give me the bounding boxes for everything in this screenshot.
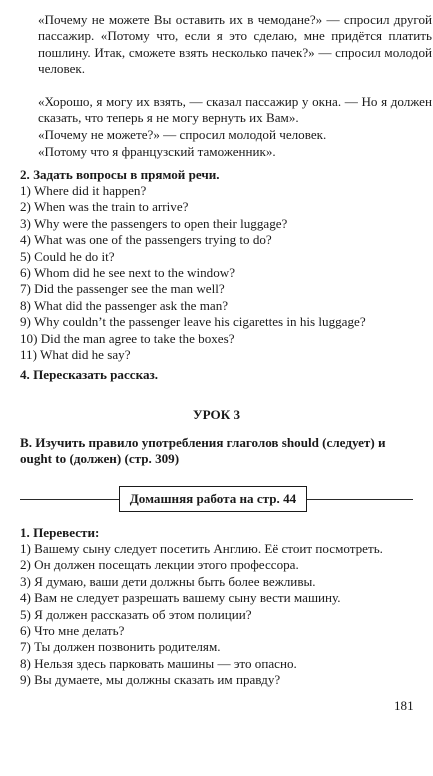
list-item: 3) Я думаю, ваши дети должны быть более вежливы. bbox=[20, 573, 316, 589]
list-item: 5) Я должен рассказать об этом полиции? bbox=[20, 606, 252, 622]
task2-heading: 2. Задать вопросы в прямой речи. bbox=[20, 167, 220, 182]
list-item: 4) Вам не следует разрешать вашему сыну вести машину. bbox=[20, 590, 341, 606]
list-item: 8) Нельзя здесь парковать машины — это опасно. bbox=[20, 655, 297, 671]
list-item: 7) Ты должен позвонить родителям. bbox=[20, 639, 221, 655]
page-number: 181 bbox=[394, 698, 414, 713]
rule-line-1: B. Изучить правило употребления глаголов should (следует) и bbox=[20, 435, 386, 450]
list-item: 2) Он должен посещать лекции этого профессора. bbox=[20, 557, 299, 573]
list-item: 9) Вы думаете, мы должны сказать им правду? bbox=[20, 672, 281, 688]
lesson-title: УРОК 3 bbox=[192, 407, 241, 422]
list-item: 4) What was one of the passengers trying to do? bbox=[20, 232, 272, 248]
list-item: 6) Что мне делать? bbox=[20, 623, 125, 639]
dialogue-paragraph-1: «Почему не можете Вы оставить их в чемодане?» — спросил другой пассажир. «Потому что, если я это сделаю, мне придётся платить пошлину. Итак, сможете взять несколько пачек?» — спросил молодой человек. bbox=[38, 12, 432, 77]
list-item: 8) What did the passenger ask the man? bbox=[20, 297, 229, 313]
question-list bbox=[20, 183, 420, 363]
dialogue-paragraph-2: «Хорошо, я могу их взять, — сказал пассажир у окна. — Но я должен сказать, что теперь я не могу вернуть их Вам». bbox=[38, 94, 432, 126]
list-item: 9) Why couldn’t the passenger leave his cigarettes in his luggage? bbox=[20, 314, 366, 330]
divider-left bbox=[20, 499, 119, 500]
dialogue-paragraph-3: «Почему не можете?» — спросил молодой человек. bbox=[38, 127, 327, 142]
translate-list bbox=[20, 541, 420, 689]
rule-line-2: ought to (должен) (стр. 309) bbox=[20, 451, 180, 467]
divider-right bbox=[307, 499, 413, 500]
translate-heading: 1. Перевести: bbox=[20, 525, 100, 540]
list-item: 11) What did he say? bbox=[20, 347, 131, 363]
list-item: 10) Did the man agree to take the boxes? bbox=[20, 330, 235, 346]
task4-heading: 4. Пересказать рассказ. bbox=[20, 367, 159, 382]
list-item: 1) Where did it happen? bbox=[20, 183, 147, 198]
dialogue-paragraph-4: «Потому что я французский таможенник». bbox=[38, 144, 276, 159]
rule-instruction bbox=[20, 435, 420, 468]
homework-box: Домашняя работа на стр. 44 bbox=[119, 486, 307, 512]
list-item: 2) When was the train to arrive? bbox=[20, 199, 189, 215]
list-item: 7) Did the passenger see the man well? bbox=[20, 281, 225, 297]
list-item: 1) Вашему сыну следует посетить Англию. Её стоит посмотреть. bbox=[20, 541, 383, 556]
list-item: 6) Whom did he see next to the window? bbox=[20, 265, 236, 281]
list-item: 3) Why were the passengers to open their luggage? bbox=[20, 215, 288, 231]
list-item: 5) Could he do it? bbox=[20, 248, 115, 264]
